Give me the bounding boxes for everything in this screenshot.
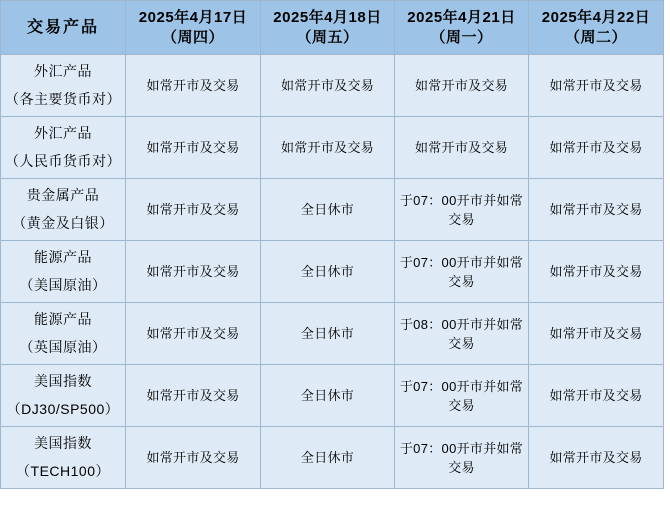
product-label-line1: 贵金属产品 xyxy=(26,187,100,203)
product-label-cell xyxy=(1,117,126,179)
column-header-date-2-line2: （周五） xyxy=(296,28,359,46)
schedule-cell: 全日休市 xyxy=(261,427,395,489)
product-label-line1: 外汇产品 xyxy=(34,63,92,79)
product-label-cell xyxy=(1,365,126,427)
table-row xyxy=(1,427,664,489)
product-label-cell xyxy=(1,303,126,365)
product-label-line1: 美国指数 xyxy=(34,435,92,451)
schedule-cell: 如常开市及交易 xyxy=(395,55,529,117)
product-label-cell xyxy=(1,55,126,117)
schedule-cell: 如常开市及交易 xyxy=(126,427,261,489)
schedule-cell: 于07：00开市并如常交易 xyxy=(395,241,529,303)
column-header-date-1 xyxy=(126,1,261,55)
column-header-date-3 xyxy=(395,1,529,55)
column-header-date-3-line1: 2025年4月21日 xyxy=(407,8,516,26)
table-row xyxy=(1,179,664,241)
schedule-cell: 如常开市及交易 xyxy=(126,365,261,427)
product-label-line2: （人民币货币对） xyxy=(5,153,121,169)
product-label-line2: （各主要货币对） xyxy=(5,91,121,107)
product-label-line2: （英国原油） xyxy=(19,339,107,355)
table-row xyxy=(1,303,664,365)
table-row xyxy=(1,117,664,179)
schedule-cell: 全日休市 xyxy=(261,303,395,365)
schedule-cell: 于07：00开市并如常交易 xyxy=(395,365,529,427)
schedule-cell: 如常开市及交易 xyxy=(529,427,664,489)
schedule-cell: 于07：00开市并如常交易 xyxy=(395,427,529,489)
schedule-cell: 如常开市及交易 xyxy=(529,117,664,179)
schedule-cell: 如常开市及交易 xyxy=(126,55,261,117)
column-header-date-4-line2: （周二） xyxy=(564,28,627,46)
schedule-cell: 于08：00开市并如常交易 xyxy=(395,303,529,365)
schedule-cell: 如常开市及交易 xyxy=(529,365,664,427)
schedule-cell: 如常开市及交易 xyxy=(395,117,529,179)
schedule-cell: 如常开市及交易 xyxy=(529,179,664,241)
product-label-line1: 外汇产品 xyxy=(34,125,92,141)
column-header-date-1-line2: （周四） xyxy=(161,28,224,46)
product-label-cell xyxy=(1,241,126,303)
schedule-cell: 全日休市 xyxy=(261,365,395,427)
schedule-cell: 如常开市及交易 xyxy=(126,303,261,365)
column-header-date-4-line1: 2025年4月22日 xyxy=(541,8,651,26)
column-header-date-2-line1: 2025年4月18日 xyxy=(273,8,382,26)
schedule-cell: 如常开市及交易 xyxy=(529,241,664,303)
schedule-cell: 全日休市 xyxy=(261,179,395,241)
schedule-cell: 如常开市及交易 xyxy=(126,179,261,241)
table-row xyxy=(1,365,664,427)
product-label-line2: （美国原油） xyxy=(19,277,107,293)
schedule-cell: 如常开市及交易 xyxy=(126,117,261,179)
schedule-cell: 于07：00开市并如常交易 xyxy=(395,179,529,241)
column-header-date-2 xyxy=(261,1,395,55)
schedule-cell: 如常开市及交易 xyxy=(261,55,395,117)
product-label-line1: 能源产品 xyxy=(34,311,92,327)
product-label-line2: （黄金及白银） xyxy=(12,215,114,231)
column-header-product xyxy=(1,1,126,55)
column-header-date-1-line1: 2025年4月17日 xyxy=(138,8,248,26)
schedule-cell: 全日休市 xyxy=(261,241,395,303)
table-row xyxy=(1,55,664,117)
table-row xyxy=(1,241,664,303)
product-label-line2: （TECH100） xyxy=(16,463,110,479)
product-label-cell xyxy=(1,427,126,489)
schedule-cell: 如常开市及交易 xyxy=(529,55,664,117)
schedule-cell: 如常开市及交易 xyxy=(261,117,395,179)
product-label-line2: （DJ30/SP500） xyxy=(6,401,120,417)
product-label-line1: 能源产品 xyxy=(34,249,92,265)
schedule-cell: 如常开市及交易 xyxy=(126,241,261,303)
table-header-row xyxy=(1,1,664,55)
schedule-cell: 如常开市及交易 xyxy=(529,303,664,365)
column-header-product-label: 交易产品 xyxy=(26,18,99,36)
column-header-date-4 xyxy=(529,1,664,55)
product-label-cell xyxy=(1,179,126,241)
product-label-line1: 美国指数 xyxy=(34,373,92,389)
column-header-date-3-line2: （周一） xyxy=(430,28,493,46)
